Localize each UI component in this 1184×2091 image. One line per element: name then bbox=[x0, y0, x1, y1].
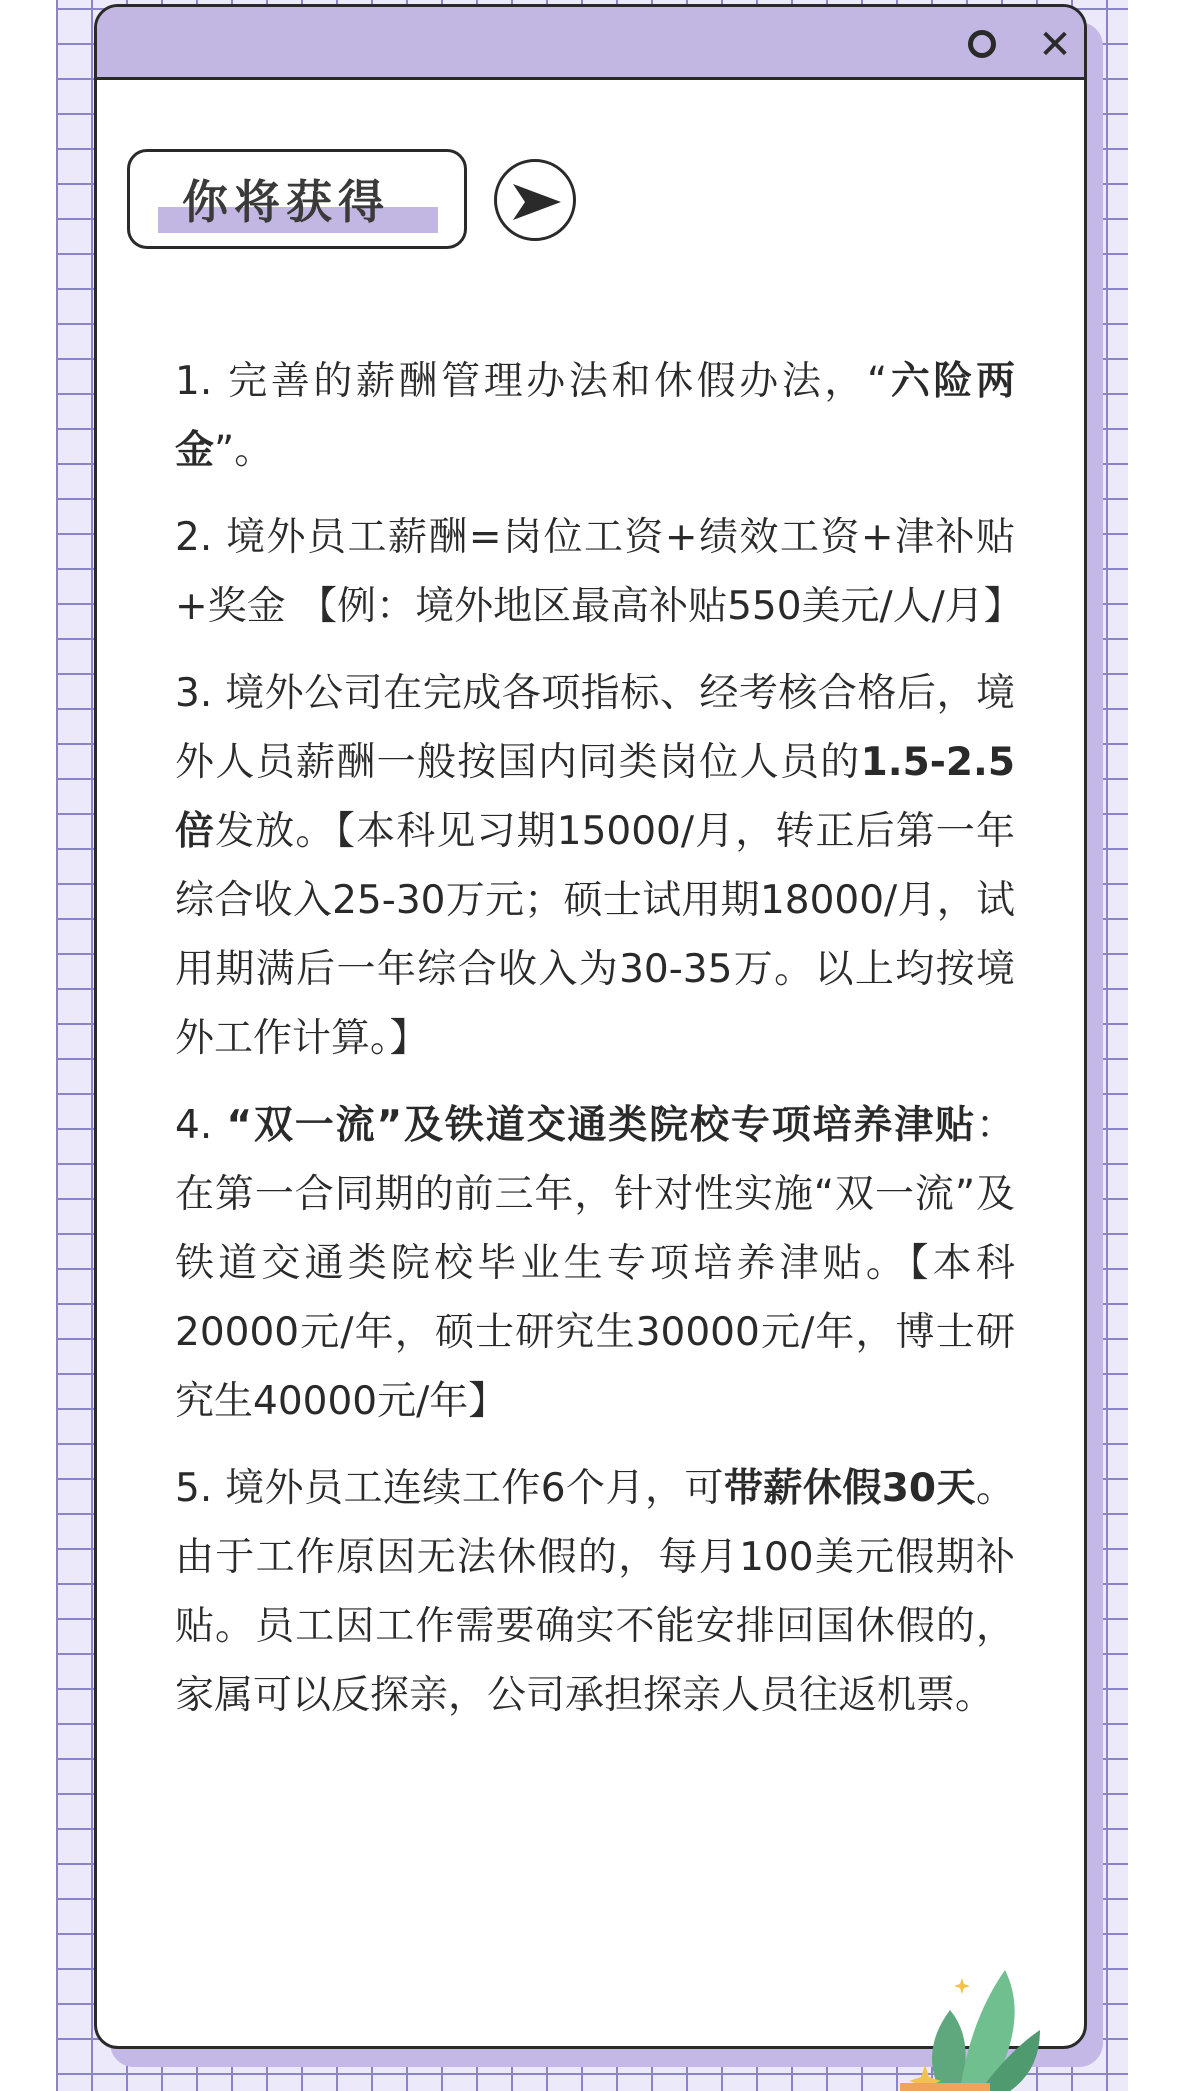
next-button[interactable] bbox=[494, 159, 576, 241]
close-icon[interactable]: ✕ bbox=[1038, 22, 1072, 68]
benefit-5-text-end: 。由于工作原因无法休假的，每月100美元假期补贴。员工因工作需要确实不能安排回国休假的，家属可以反探亲，公司承担探亲人员往返机票。 bbox=[175, 1466, 1015, 1718]
benefit-5-text: 5. 境外员工连续工作6个月，可 bbox=[175, 1466, 724, 1511]
benefit-item-4 bbox=[175, 1091, 1015, 1436]
circle-icon[interactable] bbox=[968, 30, 996, 58]
benefit-3-text-end: 发放。【本科见习期15000/月，转正后第一年综合收入25-30万元；硕士试用期18000/月，试用期满后一年综合收入为30-35万。以上均按境外工作计算。】 bbox=[175, 809, 1015, 1061]
benefit-4-text: ：在第一合同期的前三年，针对性实施“双一流”及铁道交通类院校毕业生专项培养津贴。【本科20000元/年，硕士研究生30000元/年，博士研究生40000元/年】 bbox=[175, 1103, 1016, 1424]
benefit-item-3 bbox=[175, 659, 1015, 1073]
plant-decoration-icon bbox=[880, 1960, 1080, 2091]
benefit-3-highlight: 1.5-2.5倍 bbox=[175, 740, 1015, 854]
window-titlebar bbox=[97, 7, 1084, 80]
play-arrow-icon bbox=[511, 180, 563, 224]
benefit-item-5 bbox=[175, 1454, 1015, 1730]
benefit-5-highlight: 带薪休假30天 bbox=[723, 1466, 976, 1511]
section-title: 你将获得 bbox=[182, 175, 390, 229]
benefit-2-text: 2. 境外员工薪酬=岗位工资+绩效工资+津补贴+奖金 【例：境外地区最高补贴550美元/人/月】 bbox=[175, 515, 1023, 629]
benefit-1-text-end: ”。 bbox=[214, 428, 274, 473]
benefit-4-number: 4. bbox=[175, 1103, 227, 1148]
benefit-item-1 bbox=[175, 347, 1015, 485]
benefits-list bbox=[175, 347, 1023, 1748]
content-window bbox=[94, 4, 1087, 2049]
benefit-item-2 bbox=[175, 503, 1023, 641]
benefit-1-highlight: 六险两金 bbox=[175, 359, 1015, 473]
benefit-1-text: 1. 完善的薪酬管理办法和休假办法，“ bbox=[175, 359, 888, 404]
benefit-3-text: 3. 境外公司在完成各项指标、经考核合格后，境外人员薪酬一般按国内同类岗位人员的 bbox=[175, 671, 1015, 785]
benefit-4-highlight: “双一流”及铁道交通类院校专项培养津贴 bbox=[226, 1103, 976, 1148]
section-label bbox=[127, 149, 467, 249]
